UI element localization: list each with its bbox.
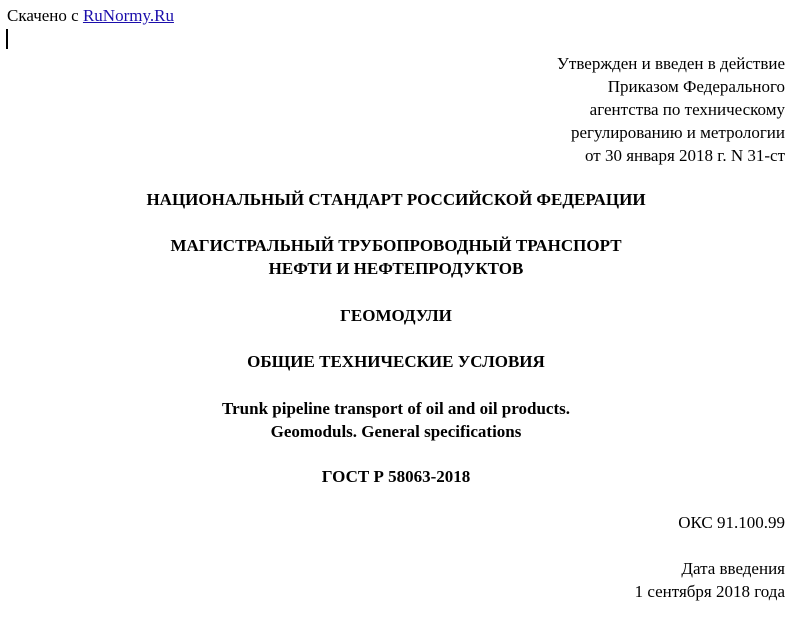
- approval-block: [557, 52, 785, 167]
- spec-text: ОБЩИЕ ТЕХНИЧЕСКИЕ УСЛОВИЯ: [247, 352, 545, 371]
- english-title: [0, 397, 792, 443]
- source-link[interactable]: RuNormy.Ru: [82, 6, 174, 25]
- gost-number: [0, 465, 792, 488]
- effective-date-label: Дата введения: [681, 559, 785, 578]
- source-line: [7, 6, 174, 26]
- approval-line: Приказом Федерального: [607, 77, 785, 96]
- approval-line: Утвержден и введен в действие: [556, 54, 785, 73]
- approval-line: агентства по техническому: [589, 100, 785, 119]
- english-title-line: Geomoduls. General specifications: [270, 422, 522, 441]
- standard-type-text: НАЦИОНАЛЬНЫЙ СТАНДАРТ РОССИЙСКОЙ ФЕДЕРАЦИИ: [146, 190, 646, 209]
- document-title: [0, 234, 792, 280]
- oks-code: ОКС 91.100.99: [678, 513, 785, 532]
- spec-heading: [0, 350, 792, 373]
- standard-type-heading: [0, 188, 792, 211]
- title-line: МАГИСТРАЛЬНЫЙ ТРУБОПРОВОДНЫЙ ТРАНСПОРТ: [170, 236, 622, 255]
- english-title-line: Trunk pipeline transport of oil and oil products.: [222, 399, 570, 418]
- gost-text: ГОСТ Р 58063-2018: [321, 467, 471, 486]
- effective-date: 1 сентября 2018 года: [634, 582, 785, 601]
- source-prefix: Скачено с: [7, 6, 83, 25]
- text-cursor: [6, 29, 8, 49]
- approval-line: от 30 января 2018 г. N 31-ст: [584, 146, 785, 165]
- approval-line: регулированию и метрологии: [570, 123, 785, 142]
- title-line: НЕФТИ И НЕФТЕПРОДУКТОВ: [268, 259, 524, 278]
- document-subtitle: [0, 304, 792, 327]
- subtitle-text: ГЕОМОДУЛИ: [340, 306, 452, 325]
